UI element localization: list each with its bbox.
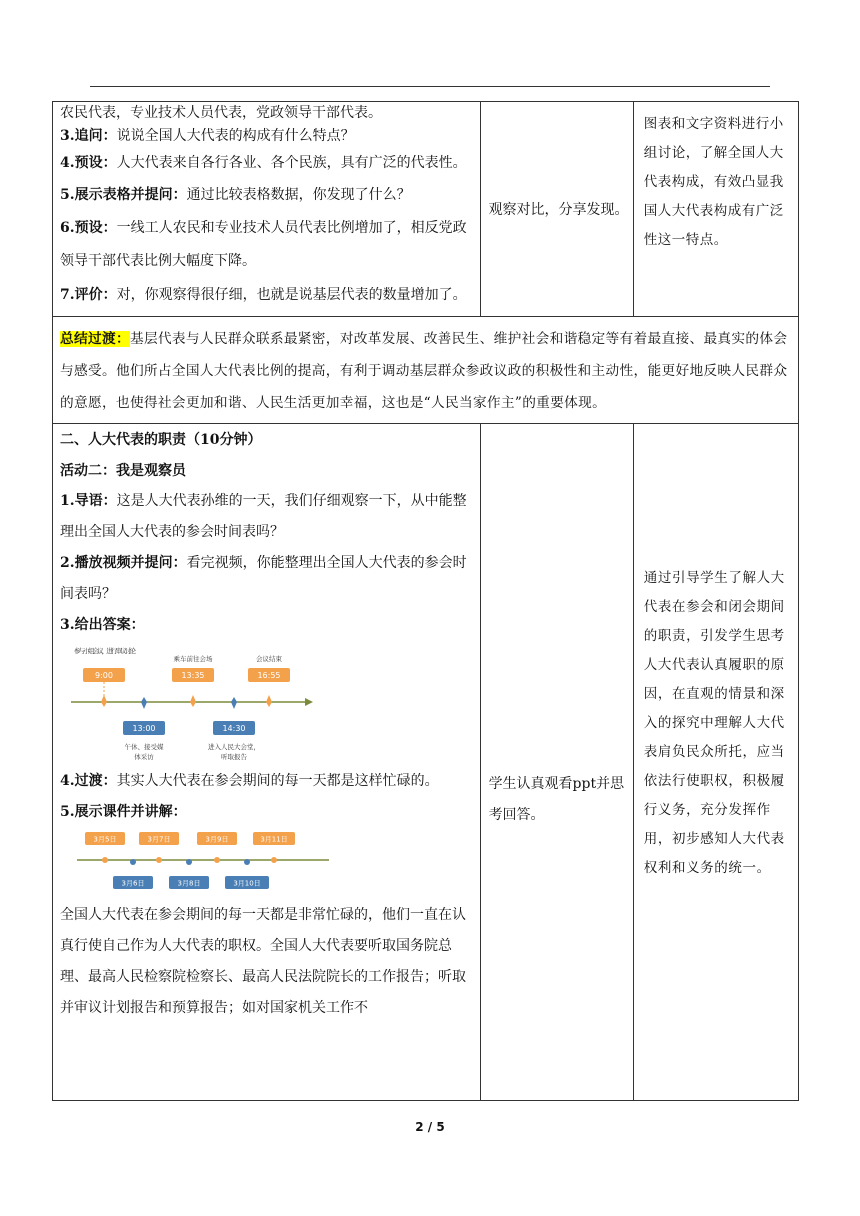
timeline-marker: [244, 859, 250, 865]
paragraph: 3.追问：说说全国人大代表的构成有什么特点？: [60, 128, 355, 144]
timeline-date: 3月5日: [93, 835, 117, 844]
timeline-date: 3月7日: [147, 835, 171, 844]
paragraph: 全国人大代表在参会期间的每一天都是非常忙碌的，他们一直在认真行使自己作为人大代表的职权。全国人大代表要听取国务院总理、最高人民检察院检察长、最高人民法院院长的工作报告；听取并审议计划报告和预算报告；如对国家机关工作不: [60, 907, 466, 1016]
row3-col2: [480, 424, 633, 1101]
timeline-time: 9:00: [95, 671, 113, 680]
paragraph: 1.导语：这是人大代表孙维的一天，我们仔细观察一下，从中能整理出全国人大代表的参会时间表吗？: [60, 493, 467, 540]
timeline-date: 3月11日: [260, 835, 288, 844]
row1-col1: [53, 102, 481, 317]
timeline-marker: [141, 697, 147, 709]
timeline-date: 3月8日: [177, 879, 201, 888]
timeline-marker: [102, 857, 108, 863]
timeline-caption: 体采访: [134, 753, 154, 761]
timeline-caption: 进入人民大会堂，: [208, 743, 260, 751]
timeline-marker: [271, 857, 277, 863]
timeline-time: 14:30: [222, 724, 246, 733]
table-row: [53, 102, 799, 317]
timeline-caption: 乘车前往会场: [173, 655, 213, 663]
row3-col1: [53, 424, 481, 1101]
summary-cell: [53, 317, 799, 424]
timeline-session-chart: [67, 828, 337, 900]
timeline-caption: 会议结束: [256, 655, 282, 663]
timeline-time: 13:35: [181, 671, 205, 680]
timeline-day-chart: [67, 641, 317, 766]
timeline-caption: 参与小组会议，进行审议讨论: [74, 647, 136, 655]
paragraph: 2.播放视频并提问：看完视频，你能整理出全国人大代表的参会时间表吗？: [60, 555, 467, 602]
row1-col2: [480, 102, 633, 317]
design-intent: 通过引导学生了解人大代表在参会和闭会期间的职责，引发学生思考人大代表认真履职的原因，在直观的情景和深入的探究中理解人大代表肩负民众所托，应当依法行使职权，积极履行义务，充分发挥作用，初步感知人大代表权利和义务的统一。: [643, 570, 785, 876]
timeline-marker: [231, 697, 237, 709]
timeline-time: 16:55: [257, 671, 281, 680]
paragraph: 农民代表，专业技术人员代表，党政领导干部代表。: [60, 105, 382, 121]
table-row: [53, 424, 799, 1101]
lesson-table: [52, 101, 799, 1101]
paragraph: 4.过渡：其实人大代表在参会期间的每一天都是这样忙碌的。: [60, 773, 439, 789]
student-activity: 学生认真观看ppt并思考回答。: [488, 776, 625, 823]
timeline-marker: [266, 695, 272, 707]
paragraph: 5.展示课件并讲解：: [60, 804, 187, 820]
timeline-caption: 听取报告: [221, 753, 247, 761]
page-number: 2 / 5: [415, 1120, 445, 1134]
timeline-marker: [130, 859, 136, 865]
row1-col3: [633, 102, 798, 317]
paragraph: 3.给出答案：: [60, 617, 145, 633]
timeline-caption: 午休、接受媒: [124, 743, 164, 751]
timeline-marker: [214, 857, 220, 863]
paragraph: 5.展示表格并提问：通过比较表格数据，你发现了什么？: [60, 187, 411, 203]
timeline-marker: [190, 695, 196, 707]
student-activity: 观察对比，分享发现。: [488, 202, 629, 218]
section-heading: 二、人大代表的职责（10分钟）: [60, 432, 262, 448]
timeline-time: 13:00: [132, 724, 156, 733]
table-row: [53, 317, 799, 424]
summary-text: 总结过渡：基层代表与人民群众联系最紧密，对改革发展、改善民生、维护社会和谐稳定等有着最直接、最真实的体会与感受。他们所占全国人大代表比例的提高，有利于调动基层群众参政议政的积极性和主动性，能更好地反映人民群众的意愿，也使得社会更加和谐、人民生活更加幸福，这也是“人民当家作主”的重要体现。: [60, 331, 788, 411]
timeline-marker: [186, 859, 192, 865]
timeline-marker: [101, 695, 107, 707]
timeline-marker: [156, 857, 162, 863]
timeline-date: 3月9日: [205, 835, 229, 844]
paragraph: 4.预设：人大代表来自各行各业、各个民族，具有广泛的代表性。: [60, 155, 467, 171]
paragraph: 6.预设：一线工人农民和专业技术人员代表比例增加了，相反党政领导干部代表比例大幅度下降。: [60, 220, 467, 269]
paragraph: 7.评价：对，你观察得很仔细，也就是说基层代表的数量增加了。: [60, 287, 467, 303]
timeline-date: 3月10日: [233, 879, 261, 888]
timeline-date: 3月6日: [121, 879, 145, 888]
summary-label: 总结过渡：: [60, 331, 130, 347]
header-rule: [90, 86, 770, 87]
activity-title: 活动二：我是观察员: [60, 463, 186, 479]
design-intent: 图表和文字资料进行小组讨论，了解全国人大代表构成，有效凸显我国人大代表构成有广泛性这一特点。: [643, 116, 784, 248]
row3-col3: [633, 424, 798, 1101]
timeline-arrow: [305, 698, 313, 706]
